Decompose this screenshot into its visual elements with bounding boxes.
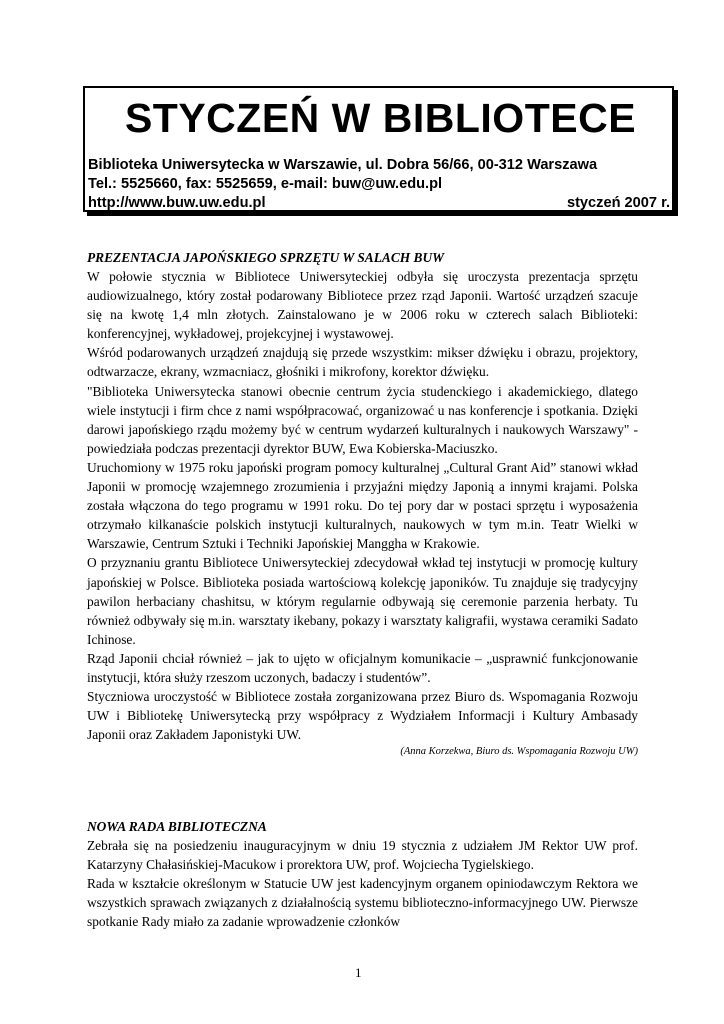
paragraph: Zebrała się na posiedzeniu inauguracyjnym w dniu 19 stycznia z udziałem JM Rektor UW prof. Katarzyny Chałasińskiej-Macukow i prorektora UW, prof. Wojciecha Tygielskiego. [87,838,638,873]
newsletter-title: STYCZEŃ W BIBLIOTECE [124,95,637,141]
paragraph: "Biblioteka Uniwersytecka stanowi obecnie centrum życia studenckiego i akademickiego, dlatego wiele instytucji i firm chce z nami współpracować, organizować u nas konferencje i spotkania. Dzięki darowi japońskiego rządu możemy być w centrum wydarzeń kulturalnych i naukowych Warszawy" - powiedziała podczas prezentacji dyrektor BUW, Ewa Kobierska-Maciuszko. [87,383,638,456]
paragraph: Rada w kształcie określonym w Statucie UW jest kadencyjnym organem opiniodawczym Rektora we wszystkich sprawach związanych z działalnością systemu biblioteczno-informacyjnego UW. Pierwsze spotkanie Rady miało za zadanie wprowadzenie członków [87,876,638,930]
article-title: PREZENTACJA JAPOŃSKIEGO SPRZĘTU W SALACH BUW [87,250,445,265]
paragraph: O przyznaniu grantu Bibliotece Uniwersyteckiej zdecydował wkład tej instytucji w promocję kultury japońskiej w Polsce. Biblioteka posiada wartościową kolekcję japoników. Tu znajduje się tradycyjny pawilon herbaciany chashitsu, w którym regularnie odbywają się ceremonie parzenia herbaty. Tu również odbywały się m.in. warsztaty ikebany, pokazy i warsztaty kaligrafii, wystawa ceramiki Sadato Ichinose. [87,555,638,647]
address-line: Biblioteka Uniwersytecka w Warszawie, ul. Dobra 56/66, 00-312 Warszawa [88,157,598,173]
contact-line: Tel.: 5525660, fax: 5525659, e-mail: buw@uw.edu.pl [88,176,443,192]
paragraph: W połowie stycznia w Bibliotece Uniwersyteckiej odbyła się uroczysta prezentacja sprzętu audiowizualnego, który został podarowany Bibliotece przez rząd Japonii. Wartość urządzeń szacuje się na kwotę 1,4 mln złotych. Zainstalowano je w 2006 roku w czterech salach Biblioteki: konferencyjnej, wykładowej, projekcyjnej i wystawowej. [87,269,638,342]
author-note: (Anna Korzekwa, Biuro ds. Wspomagania Rozwoju UW) [400,746,638,758]
page-number: 1 [355,965,362,980]
article-title: NOWA RADA BIBLIOTECZNA [87,819,267,834]
paragraph: Uruchomiony w 1975 roku japoński program pomocy kulturalnej „Cultural Grant Aid” stanowi wkład Japonii w promocję wzajemnego zrozumienia i przyjaźni między Japonią a innymi krajami. Polska została włączona do tego programu w 1991 roku. Do tej pory dar w postaci sprzętu i wyposażenia otrzymało kilkanaście polskich instytucji kulturalnych, naukowych w tym m.in. Teatr Wielki w Warszawie, Centrum Sztuki i Techniki Japońskiej Manggha w Krakowie. [87,459,638,552]
header-box [83,86,674,212]
website-link[interactable]: http://www.buw.uw.edu.pl [88,195,266,211]
article-japanese-equipment [87,248,638,760]
paragraph: Rząd Japonii chciał również – jak to ujęto w oficjalnym komunikacie – „usprawnić funkcjonowanie instytucji, która służy rzeszom uczonych, badaczy i studentów”. [87,650,638,685]
article-library-council [87,817,638,931]
url-date-line [88,194,670,212]
paragraph: Wśród podarowanych urządzeń znajdują się przede wszystkim: mikser dźwięku i obrazu, projektory, odtwarzacze, ekrany, wzmacniacz, głośniki i mikrofony, korektor dźwięku. [87,345,638,380]
paragraph: Styczniowa uroczystość w Bibliotece została zorganizowana przez Biuro ds. Wspomagania Rozwoju UW i Bibliotekę Uniwersytecką przy współpracy z Wydziałem Informacji i Kultury Ambasady Japonii oraz Zakładem Japonistyki UW. [87,689,638,743]
issue-date: styczeń 2007 r. [566,195,670,211]
